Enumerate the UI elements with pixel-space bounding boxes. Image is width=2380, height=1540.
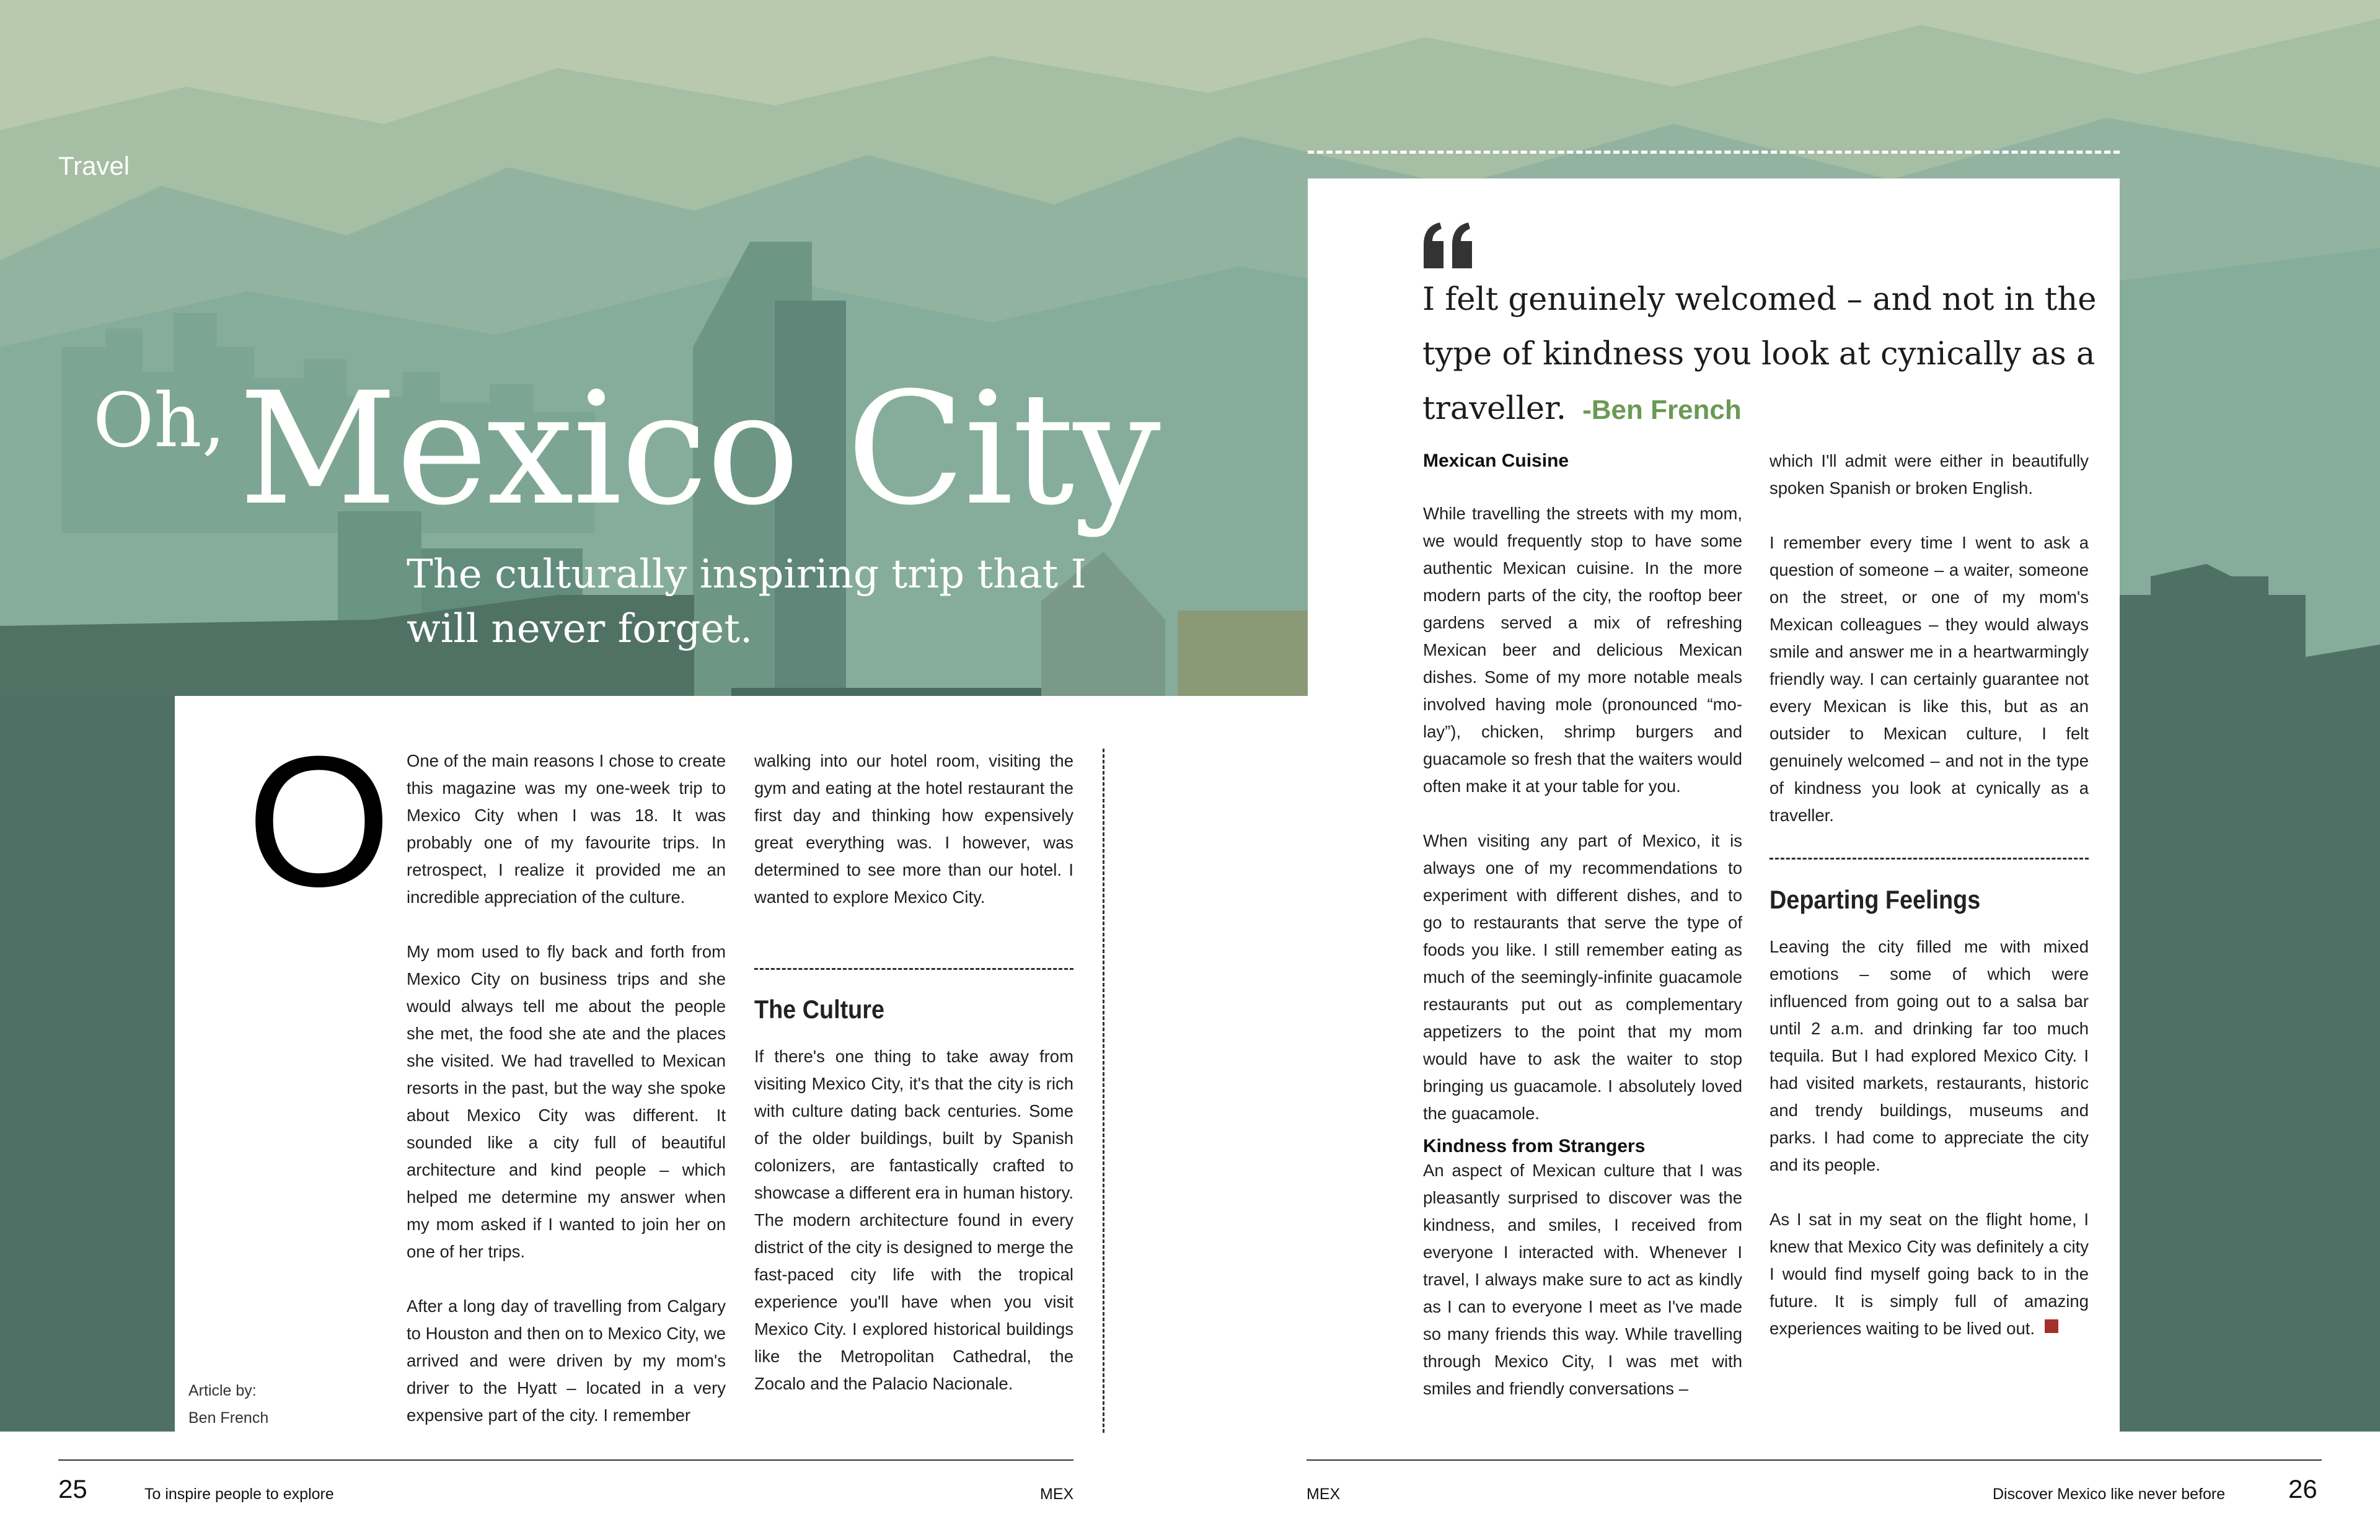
page-number-left: 25 — [58, 1474, 87, 1503]
paragraph: walking into our hotel room, visiting the gym and eating at the hotel restaurant the first day and thinking how expensively great everything was. I however, was determined to see more than our hotel. I wanted to explore Mexico City. — [754, 751, 1073, 907]
pull-quote-text: I felt genuinely welcomed – and not in the type of kindness you look at cynically as a traveller. — [1422, 281, 2097, 427]
section-heading: Kindness from Strangers — [1423, 1136, 1646, 1156]
departing-section — [1770, 885, 2089, 1342]
article-column-1 — [407, 747, 726, 1429]
byline-label: Article by: — [188, 1382, 257, 1399]
paragraph: I remember every time I went to ask a question of someone – a waiter, someone on the street, or one of my mom's Mexican colleagues – they would always smile and answer me in a heartwarmingly friendly way. I can certainly guarantee not every Mexican is like this, but as an outsider to Mexican culture, I felt genuinely welcomed – and not in the type of kindness you look at cynically as a traveller. — [1770, 533, 2089, 825]
drop-cap: O — [247, 717, 392, 925]
paragraph: which I'll admit were either in beautifully spoken Spanish or broken English. — [1770, 451, 2089, 498]
paragraph: One of the main reasons I chose to create this magazine was my one-week trip to Mexico City when I was 18. It was probably one of my favourite trips. In retrospect, I realize it provided me an incredible appreciation of the culture. — [407, 751, 726, 907]
end-mark-icon — [2045, 1319, 2058, 1333]
culture-section — [754, 995, 1073, 1397]
dashed-divider-top — [1308, 151, 2120, 154]
pull-quote-author: -Ben French — [1582, 395, 1742, 425]
section-heading: The Culture — [754, 995, 885, 1024]
dashed-column-divider — [1103, 749, 1104, 1433]
paragraph — [1770, 1206, 2089, 1342]
footer-mex-right: MEX — [1307, 1485, 1341, 1503]
page-title: Mexico City — [239, 359, 1160, 539]
paragraph: Leaving the city filled me with mixed emotions – some of which were influenced from going out to a salsa bar until 2 a.m. and drinking far too much tequila. But I had explored Mexico City. I had visited markets, restaurants, historic and trendy buildings, museums and parks. I had come to appreciate the city and its people. — [1770, 937, 2089, 1174]
footer-rule-right — [1307, 1459, 2322, 1461]
paragraph: After a long day of travelling from Calgary to Houston and then on to Mexico City, we arrived and were driven by my mom's driver to the Hyatt – located in a very expensive part of the city. I remember — [407, 1296, 726, 1425]
section-heading: Mexican Cuisine — [1423, 451, 1569, 471]
title-prefix: Oh, — [93, 378, 226, 464]
pull-quote — [1422, 273, 2104, 438]
article-column-2 — [754, 747, 1073, 911]
paragraph-text: As I sat in my seat on the flight home, I knew that Mexico City was definitely a city I would find myself going back to in the future. It is simply full of amazing experiences waiting to be lived out. — [1770, 1210, 2089, 1338]
subtitle: The culturally inspiring trip that I will never forget. — [407, 552, 1086, 652]
footer-mex-left: MEX — [1040, 1485, 1074, 1503]
paragraph: While travelling the streets with my mom, we would frequently stop to have some authentic Mexican cuisine. In the more modern parts of the city, the rooftop beer gardens served a mix of refreshing Mexican beer and delicious Mexican dishes. Some of my more notable meals involved having mole (pronounced “mo-lay”), chicken, shrimp burgers and guacamole so fresh that the waiters would often make it at your table for you. — [1423, 504, 1742, 796]
paragraph: My mom used to fly back and forth from Mexico City on business trips and she would always tell me about the people she met, the food she ate and the places she visited. We had travelled to Mexican resorts in the past, but the way she spoke about Mexico City was different. It sounded like a city full of beautiful architecture and kind people – which helped me determine my answer when my mom asked if I wanted to join her on one of her trips. — [407, 942, 726, 1261]
article-column-4 — [1770, 447, 2089, 829]
footer-tagline-right: Discover Mexico like never before — [1993, 1485, 2226, 1503]
paragraph: An aspect of Mexican culture that I was pleasantly surprised to discover was the kindness, and smiles, I received from everyone I interacted with. Whenever I travel, I always make sure to act as kindly as I can to everyone I meet as I've made so many friends this way. While travelling through Mexico City, I was met with smiles and friendly conversations – — [1423, 1161, 1742, 1398]
paragraph: If there's one thing to take away from visiting Mexico City, it's that the city is rich with culture dating back centuries. Some of the older buildings, built by Spanish colonizers, are fantastically crafted to showcase a different era in human history. The modern architecture found in every district of the city is designed to merge the fast-paced city life with the tropical experience you'll have when you visit Mexico City. I explored historical buildings like the Metropolitan Cathedral, the Zocalo and the Palacio Nacionale. — [754, 1047, 1073, 1393]
quote-mark-icon — [1421, 220, 1477, 270]
dashed-divider — [1770, 858, 2089, 860]
page-number-right: 26 — [2288, 1474, 2317, 1503]
paragraph: When visiting any part of Mexico, it is always one of my recommendations to experiment with different dishes, and to go to restaurants that serve the type of foods you like. I still remember eating as much of the seemingly-infinite guacamole restaurants put out as complementary appetizers to the point that my mom would have to ask the waiter to stop bringing us guacamole. I absolutely loved the guacamole. — [1423, 831, 1742, 1123]
section-heading: Departing Feelings — [1770, 885, 1981, 914]
footer-tagline-left: To inspire people to explore — [144, 1485, 334, 1503]
dashed-divider — [754, 968, 1073, 970]
footer-rule-left — [58, 1459, 1073, 1461]
article-column-3 — [1423, 451, 1742, 1402]
section-label: Travel — [58, 151, 130, 180]
byline-author: Ben French — [188, 1409, 269, 1427]
